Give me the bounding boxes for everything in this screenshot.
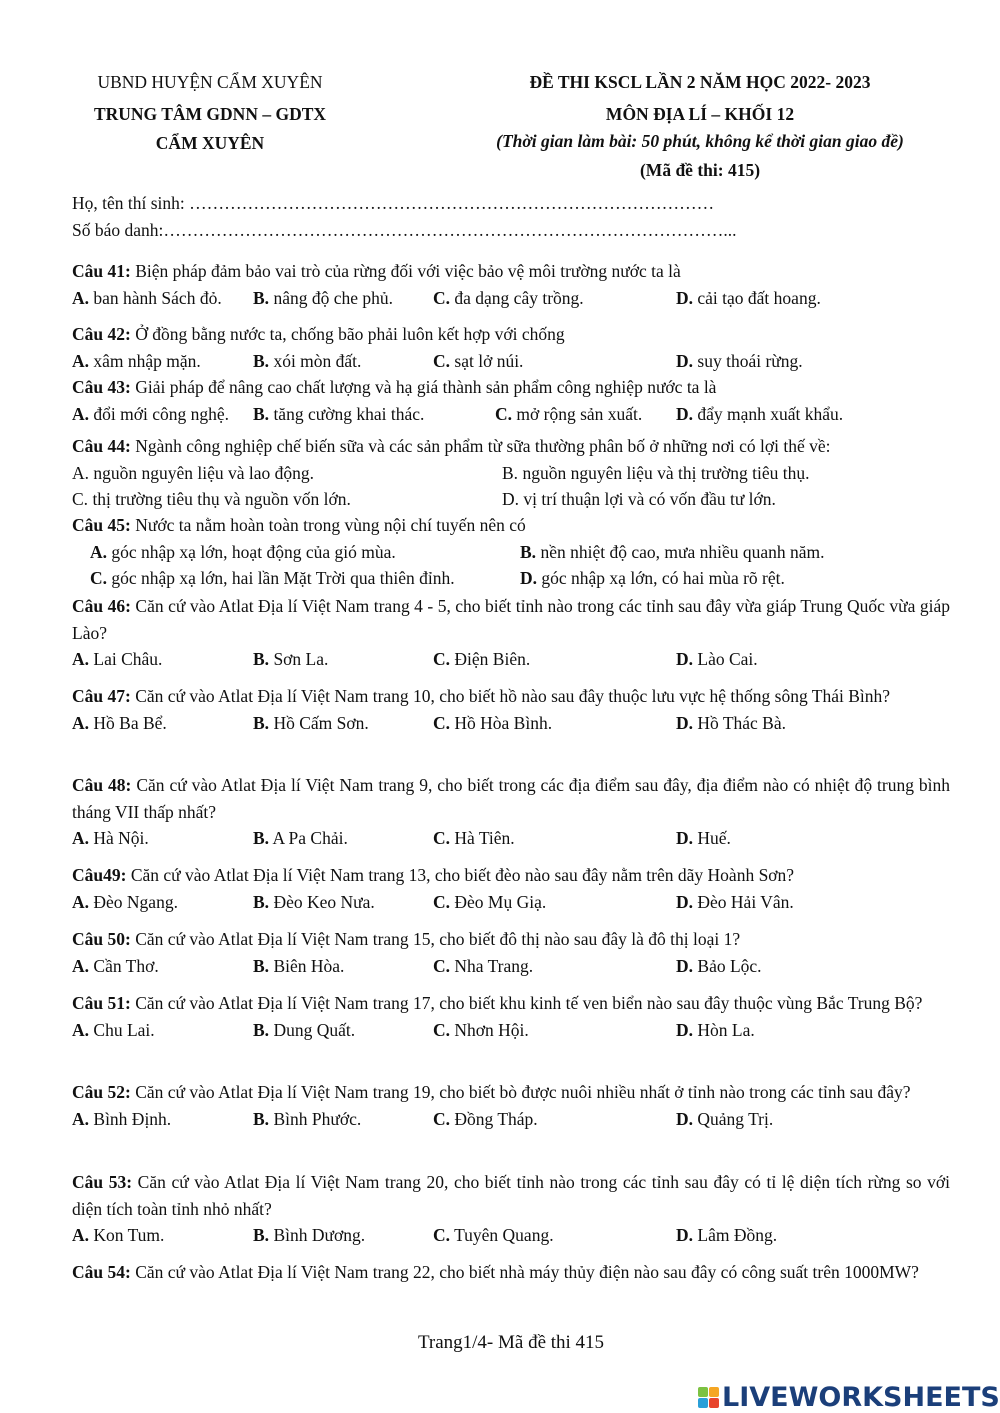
question-stem [72,593,950,646]
question-label: Câu 48: [72,775,132,795]
student-id-field: Số báo danh:……………………………………………………………………………………... [72,220,737,240]
question-47 [72,683,950,736]
option-letter: B. [253,891,270,912]
option-letter: D. [676,1108,694,1129]
option-text: Nhơn Hội. [454,1019,529,1040]
option-text: Lai Châu. [93,649,163,669]
option-letter: B. [253,712,270,733]
option-letter: A. [72,712,90,733]
option-text: suy thoái rừng. [697,350,803,371]
option-text: Chu Lai. [93,1019,155,1040]
center-name: TRUNG TÂM GDNN – GDTX [93,104,327,124]
question-label: Câu 50: [72,929,131,949]
question-stem [72,683,950,710]
option-letter: B. [253,350,270,371]
option-letter: C. [433,649,451,669]
option-letter: D. [676,1019,694,1040]
option-letter: A. [72,462,90,483]
answer-option-d[interactable] [676,825,731,852]
question-label: Câu 46: [72,596,131,616]
option-letter: C. [433,1108,451,1129]
question-42 [72,321,950,374]
answer-option-d[interactable] [676,285,821,312]
option-text: đa dạng cây trồng. [454,287,584,308]
question-stem [72,990,950,1017]
option-letter: C. [433,350,451,371]
option-text: đẩy mạnh xuất khẩu. [697,403,844,424]
option-text: góc nhập xạ lớn, hai lần Mặt Trời qua thiên đỉnh. [111,568,455,588]
answer-option-d[interactable] [520,565,785,592]
question-48 [72,772,950,852]
option-text: cải tạo đất hoang. [697,287,821,308]
option-row [72,1222,950,1249]
question-stem [72,433,950,460]
question-44 [72,433,950,513]
question-text: Căn cứ vào Atlat Địa lí Việt Nam trang 20, cho biết tỉnh nào trong các tỉnh sau đây có tỉ lệ diện tích rừng so với diện tích toàn tỉnh nhỏ nhất? [72,1172,951,1219]
option-text: đổi mới công nghệ. [93,403,230,424]
option-letter: B. [253,1108,270,1129]
question-46 [72,593,950,673]
question-label: Câu 44: [72,436,131,456]
option-text: Lào Cai. [697,649,758,669]
exam-code: (Mã đề thi: 415) [639,160,761,180]
option-letter: D. [676,287,694,308]
time-note: (Thời gian làm bài: 50 phút, không kể thời gian giao đề) [496,131,904,151]
question-text: Căn cứ vào Atlat Địa lí Việt Nam trang 10, cho biết hồ nào sau đây thuộc lưu vực hệ thống sông Thái Bình? [135,686,891,706]
question-label: Câu 54: [72,1262,131,1282]
answer-option-a[interactable] [72,285,222,312]
answer-option-b[interactable] [253,710,369,737]
question-stem [72,258,950,285]
answer-option-a[interactable] [72,1222,164,1249]
option-letter: D. [676,712,694,733]
question-label: Câu 51: [72,993,131,1013]
option-letter: C. [72,489,89,509]
answer-option-b[interactable] [502,460,809,487]
option-text: vị trí thuận lợi và có vốn đầu tư lớn. [523,489,776,509]
option-letter: B. [253,1019,270,1040]
option-row [72,348,950,375]
answer-option-a[interactable] [72,646,162,673]
question-text: Căn cứ vào Atlat Địa lí Việt Nam trang 15, cho biết đô thị nào sau đây là đô thị loại 1? [135,929,741,949]
option-text: sạt lở núi. [454,350,524,371]
option-row [72,401,950,428]
question-stem [72,1169,950,1222]
option-row [72,486,950,513]
option-letter: C. [433,1019,451,1040]
answer-option-c[interactable] [433,348,523,375]
answer-option-c[interactable] [433,889,546,916]
question-label: Câu 43: [72,377,131,397]
option-letter: A. [72,828,90,848]
answer-option-d[interactable] [502,486,776,513]
exam-subject: MÔN ĐỊA LÍ – KHỐI 12 [605,104,795,124]
option-row [72,539,950,566]
option-text: Hà Tiên. [454,828,515,848]
option-row [72,953,950,980]
option-text: Hồ Hòa Bình. [454,712,553,733]
answer-option-c[interactable] [433,646,530,673]
answer-option-d[interactable] [676,646,758,673]
option-letter: B. [520,541,537,562]
option-text: góc nhập xạ lớn, hoạt động của gió mùa. [111,541,396,562]
question-label: Câu 52: [72,1082,131,1102]
option-letter: C. [433,287,451,308]
answer-option-b[interactable] [253,889,375,916]
option-letter: A. [72,649,90,669]
question-text: Căn cứ vào Atlat Địa lí Việt Nam trang 13, cho biết đèo nào sau đây nằm trên dãy Hoành Sơn? [130,865,795,885]
option-letter: C. [495,403,513,424]
option-letter: B. [502,462,519,483]
option-row [72,565,950,592]
question-52 [72,1079,950,1132]
answer-option-b[interactable] [253,401,424,428]
question-stem [72,1079,950,1106]
answer-option-d[interactable] [676,1222,777,1249]
option-letter: A. [72,1225,90,1245]
option-text: xâm nhập mặn. [93,350,201,371]
option-row [72,1017,950,1044]
answer-option-c[interactable] [433,1222,554,1249]
question-49 [72,862,950,915]
logo-text: LIVEWORKSHEETS [722,1382,1000,1413]
answer-option-c[interactable] [433,825,515,852]
option-text: mở rộng sản xuất. [516,403,643,424]
option-letter: C. [433,712,451,733]
answer-option-b[interactable] [253,646,328,673]
option-letter: C. [433,955,451,976]
logo-badge-icon [698,1387,719,1408]
option-text: Hà Nội. [93,828,149,848]
answer-option-b[interactable] [253,825,348,852]
option-letter: A. [72,1019,90,1040]
option-text: Bình Phước. [273,1108,362,1129]
question-text: Căn cứ vào Atlat Địa lí Việt Nam trang 9, cho biết trong các địa điểm sau đây, địa điểm nào có nhiệt độ trung bình tháng VII thấp nhất? [72,775,950,822]
student-name-field: Họ, tên thí sinh: ……………………………………………………………………………… [72,193,715,213]
option-text: góc nhập xạ lớn, có hai mùa rõ rệt. [541,568,785,588]
question-stem [72,926,950,953]
option-text: tăng cường khai thác. [273,403,425,424]
answer-option-c[interactable] [433,710,552,737]
option-letter: C. [433,891,451,912]
question-43 [72,374,950,427]
option-letter: B. [253,955,270,976]
answer-option-b[interactable] [253,1106,361,1133]
question-label: Câu 42: [72,324,131,344]
option-row [72,646,950,673]
answer-option-c[interactable] [433,953,533,980]
option-text: Kon Tum. [93,1225,165,1245]
question-stem [72,862,950,889]
question-51 [72,990,950,1043]
answer-option-d[interactable] [676,401,843,428]
answer-option-a[interactable] [72,953,159,980]
district-name: UBND HUYỆN CẨM XUYÊN [97,72,323,92]
answer-option-b[interactable] [520,539,825,566]
answer-option-d[interactable] [676,953,762,980]
question-label: Câu49: [72,865,127,885]
question-text: Căn cứ vào Atlat Địa lí Việt Nam trang 17, cho biết khu kinh tế ven biển nào sau đây thuộc vùng Bắc Trung Bộ? [135,993,923,1013]
question-54 [72,1259,950,1286]
option-letter: A. [72,1108,90,1129]
center-location: CẨM XUYÊN [155,133,265,153]
answer-option-d[interactable] [676,889,794,916]
option-letter: D. [676,649,694,669]
option-row [72,825,950,852]
question-label: Câu 41: [72,261,131,281]
answer-option-c[interactable] [72,486,351,513]
option-row [72,889,950,916]
question-text: Nước ta nằm hoàn toàn trong vùng nội chí tuyến nên có [135,515,526,535]
option-letter: A. [90,541,108,562]
option-text: Quảng Trị. [697,1108,774,1129]
option-text: Điện Biên. [454,649,531,669]
question-50 [72,926,950,979]
option-letter: D. [676,891,694,912]
option-letter: D. [676,403,694,424]
option-text: nền nhiệt độ cao, mưa nhiều quanh năm. [540,541,825,562]
page-footer: Trang1/4- Mã đề thi 415 [417,1332,605,1353]
question-text: Căn cứ vào Atlat Địa lí Việt Nam trang 22, cho biết nhà máy thủy điện nào sau đây có công suất trên 1000MW? [135,1262,919,1282]
question-label: Câu 45: [72,515,131,535]
answer-option-a[interactable] [72,710,167,737]
question-45 [72,512,950,592]
option-letter: B. [253,1225,270,1245]
option-letter: D. [676,828,694,848]
option-row [72,460,950,487]
option-letter: B. [253,649,270,669]
option-letter: A. [72,403,90,424]
option-letter: B. [253,828,270,848]
option-text: nguồn nguyên liệu và thị trường tiêu thụ. [522,462,810,483]
option-text: Huế. [697,828,731,848]
answer-option-a[interactable] [72,1106,171,1133]
option-text: Lâm Đồng. [697,1225,778,1245]
answer-option-a[interactable] [72,1017,155,1044]
exam-title: ĐỀ THI KSCL LẦN 2 NĂM HỌC 2022- 2023 [529,72,871,92]
option-row [72,285,950,312]
answer-option-c[interactable] [495,401,642,428]
option-text: Hòn La. [697,1019,755,1040]
answer-option-b[interactable] [253,285,393,312]
option-text: Sơn La. [273,649,329,669]
option-text: Cần Thơ. [93,955,159,976]
question-stem [72,772,950,825]
question-text: Ở đồng bằng nước ta, chống bão phải luôn kết hợp với chống [135,324,565,344]
option-row [72,1106,950,1133]
answer-option-a[interactable] [72,889,178,916]
option-letter: B. [253,403,270,424]
option-text: Đèo Keo Nưa. [273,891,375,912]
answer-option-a[interactable] [72,825,149,852]
option-text: Biên Hòa. [273,955,345,976]
question-label: Câu 53: [72,1172,133,1192]
option-text: xói mòn đất. [273,350,362,371]
question-stem [72,1259,950,1286]
option-letter: C. [433,1225,451,1245]
option-letter: A. [72,891,90,912]
option-letter: D. [676,955,694,976]
answer-option-c[interactable] [433,1106,538,1133]
question-stem [72,512,950,539]
question-label: Câu 47: [72,686,131,706]
option-letter: D. [676,350,694,371]
option-text: ban hành Sách đỏ. [93,287,222,308]
answer-option-b[interactable] [253,348,361,375]
answer-option-c[interactable] [433,1017,529,1044]
option-letter: A. [72,287,90,308]
option-text: thị trường tiêu thụ và nguồn vốn lớn. [92,489,351,509]
option-letter: D. [676,1225,694,1245]
answer-option-c[interactable] [433,285,584,312]
option-text: Hồ Cấm Sơn. [273,712,369,733]
option-text: Đồng Tháp. [454,1108,538,1129]
option-row [72,710,950,737]
answer-option-b[interactable] [253,1222,365,1249]
answer-option-c[interactable] [90,565,455,592]
question-text: Căn cứ vào Atlat Địa lí Việt Nam trang 4 - 5, cho biết tỉnh nào trong các tỉnh sau đây vừa giáp Trung Quốc vừa giáp Lào? [72,596,951,643]
option-letter: A. [72,955,90,976]
answer-option-d[interactable] [676,348,803,375]
option-text: Bình Định. [93,1108,172,1129]
question-text: Biện pháp đảm bảo vai trò của rừng đối với việc bảo vệ môi trường nước ta là [135,261,681,281]
option-text: Nha Trang. [454,955,534,976]
question-41 [72,258,950,311]
option-letter: A. [72,350,90,371]
option-letter: D. [520,568,538,588]
liveworksheets-logo [698,1382,1000,1413]
answer-option-a[interactable] [72,460,314,487]
option-text: Tuyên Quang. [454,1225,554,1245]
option-text: Đèo Hải Vân. [697,891,794,912]
option-text: Hồ Thác Bà. [697,712,787,733]
option-text: Hồ Ba Bể. [93,712,167,733]
answer-option-d[interactable] [676,1017,755,1044]
option-text: nâng độ che phủ. [273,287,393,308]
question-text: Căn cứ vào Atlat Địa lí Việt Nam trang 19, cho biết bò được nuôi nhiều nhất ở tỉnh nào trong các tỉnh sau đây? [135,1082,911,1102]
question-text: Giải pháp để nâng cao chất lượng và hạ giá thành sản phẩm công nghiệp nước ta là [135,377,717,397]
answer-option-a[interactable] [72,348,201,375]
option-text: Đèo Mụ Giạ. [454,891,547,912]
answer-option-d[interactable] [676,1106,773,1133]
question-stem [72,374,950,401]
answer-option-b[interactable] [253,953,344,980]
question-53 [72,1169,950,1249]
answer-option-d[interactable] [676,710,786,737]
option-text: Dung Quất. [273,1019,356,1040]
question-text: Ngành công nghiệp chế biến sữa và các sản phẩm từ sữa thường phân bố ở những nơi có lợi thế về: [135,436,831,456]
option-text: A Pa Chải. [272,828,348,848]
option-letter: C. [90,568,108,588]
option-letter: D. [502,489,520,509]
option-letter: C. [433,828,451,848]
option-text: nguồn nguyên liệu và lao động. [93,462,315,483]
option-letter: B. [253,287,270,308]
answer-option-b[interactable] [253,1017,355,1044]
question-stem [72,321,950,348]
answer-option-a[interactable] [72,401,229,428]
option-text: Đèo Ngang. [93,891,178,912]
option-text: Bình Dương. [273,1225,366,1245]
answer-option-a[interactable] [90,539,396,566]
option-text: Bảo Lộc. [697,955,762,976]
